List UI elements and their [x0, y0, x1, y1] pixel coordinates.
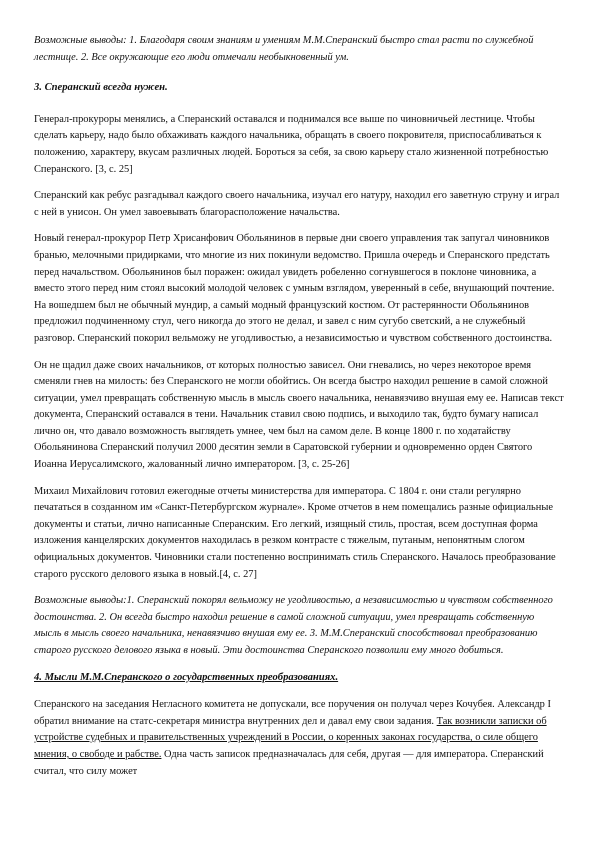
conclusions-block-1: Возможные выводы: 1. Благодаря своим знаниям и умениям М.М.Сперанский быстро стал расти по служебной лестнице. 2. Все окружающие его люди отмечали необыкновенный ум. — [34, 35, 534, 63]
paragraph-6-underlined: Так возникли записки об устройстве судебных и правительственных учреждений в России, о коренных законах государства, о силе общего мнения, о свободе и рабстве. — [34, 715, 547, 760]
paragraph-2: Сперанский как ребус разгадывал каждого своего начальника, изучал его натуру, находил его заветную струну и играл с ней в унисон. Он умел завоевывать благорасположение начальства. — [34, 190, 560, 218]
conclusions-block-2: Возможные выводы:1. Сперанский покорял вельможу не угодливостью, а независимостью и чувством собственного достоинства. 2. Он всегда быстро находил решение в самой сложной ситуации, умел превращать собственную мысль в мысль своего начальника, ненавязчиво внушая ему ее. 3. М.М.Сперанский способствовал преобразованию старого русского делового языка в новый. Эти достоинства Сперанского позволили ему много добиться. — [34, 595, 553, 656]
paragraph-1: Генерал-прокуроры менялись, а Сперанский оставался и поднимался все выше по чиновничьей лестнице. Чтобы сделать карьеру, надо было обхаживать каждого начальника, обращать в своего покровителя, приспосабливаться к положению, характеру, вкусам различных людей. Бороться за себя, за свою карьеру стало жизненной потребностью Сперанского. [3, с. 25] — [34, 113, 549, 175]
paragraph-6-part-a: Сперанского на заседания Негласного комитета не допускали, все поручения он получал через Кочубея. Александр I обратил внимание на статс-секретаря министра внутренних дел и давал ему свои задания. — [34, 699, 551, 727]
document-body — [34, 33, 564, 790]
paragraph-6 — [34, 697, 564, 780]
paragraph-4: Он не щадил даже своих начальников, от которых полностью зависел. Они гневались, но через некоторое время сменяли гнев на милость: без Сперанского не могли обойтись. Он всегда быстро находил решение в самой сложной ситуации, умел превращать собственную мысль в мысль своего начальника, ненавязчиво внушая ему ее. Написав текст документа, Сперанский оставался в тени. Начальник ставил свою подпись, и выходило так, будто бумагу написал лично он, что давало возможность выглядеть умнее, чем был на самом деле. В конце 1800 г. по ходатайству Обольянинова Сперанский получил 2000 десятин земли в Саратовской губернии и одновременно орден Святого Иоанна Иерусалимского, жалованный лично императором. [3, с. 25-26] — [34, 359, 564, 471]
paragraph-6-part-b: Одна часть записок предназначалась для себя, другая — для императора. Сперанский считал, что силу может — [34, 748, 544, 777]
paragraph-3: Новый генерал-прокурор Петр Хрисанфович Обольянинов в первые дни своего управления так запугал чиновников бранью, мелочными придирками, что многие из них покинули ведомство. Пришла очередь и Сперанского предстать перед начальством. Обольянинов был поражен: ожидал увидеть робеленно согнувшегося в поклоне чиновника, а вместо этого перед ним стоял высокий молодой человек с умным взглядом, уверенный в себе, внушающий почтение. На вошедшем был не обычный мундир, а самый модный французский костюм. От растерянности Обольянинов предложил подчиненному стул, чего никогда до этого не делал, и завел с ним сугубо светский, а не служебный разговор. Сперанский покорил вельможу не угодливостью, а независимостью и чувством собственного достоинства. — [34, 233, 555, 344]
section-heading-4: 4. Мысли М.М.Сперанского о государственных преобразованиях. — [34, 671, 339, 683]
section-heading-3: 3. Сперанский всегда нужен. — [34, 82, 168, 94]
paragraph-5: Михаил Михайлович готовил ежегодные отчеты министерства для императора. С 1804 г. они стали регулярно печататься в созданном им «Санкт-Петербургском журнале». Кроме отчетов в нем помещались разные официальные документы и статьи, лично написанные Сперанским. Его легкий, изящный стиль, простая, всем доступная форма изложения канцелярских документов находилась в резком контрасте с тяжелым, путаным, непонятным слогом официальных документов. Чиновники стали постепенно воспринимать стиль Сперанского. Началось преобразование старого русского делового языка в новый.[4, с. 27] — [34, 485, 556, 580]
